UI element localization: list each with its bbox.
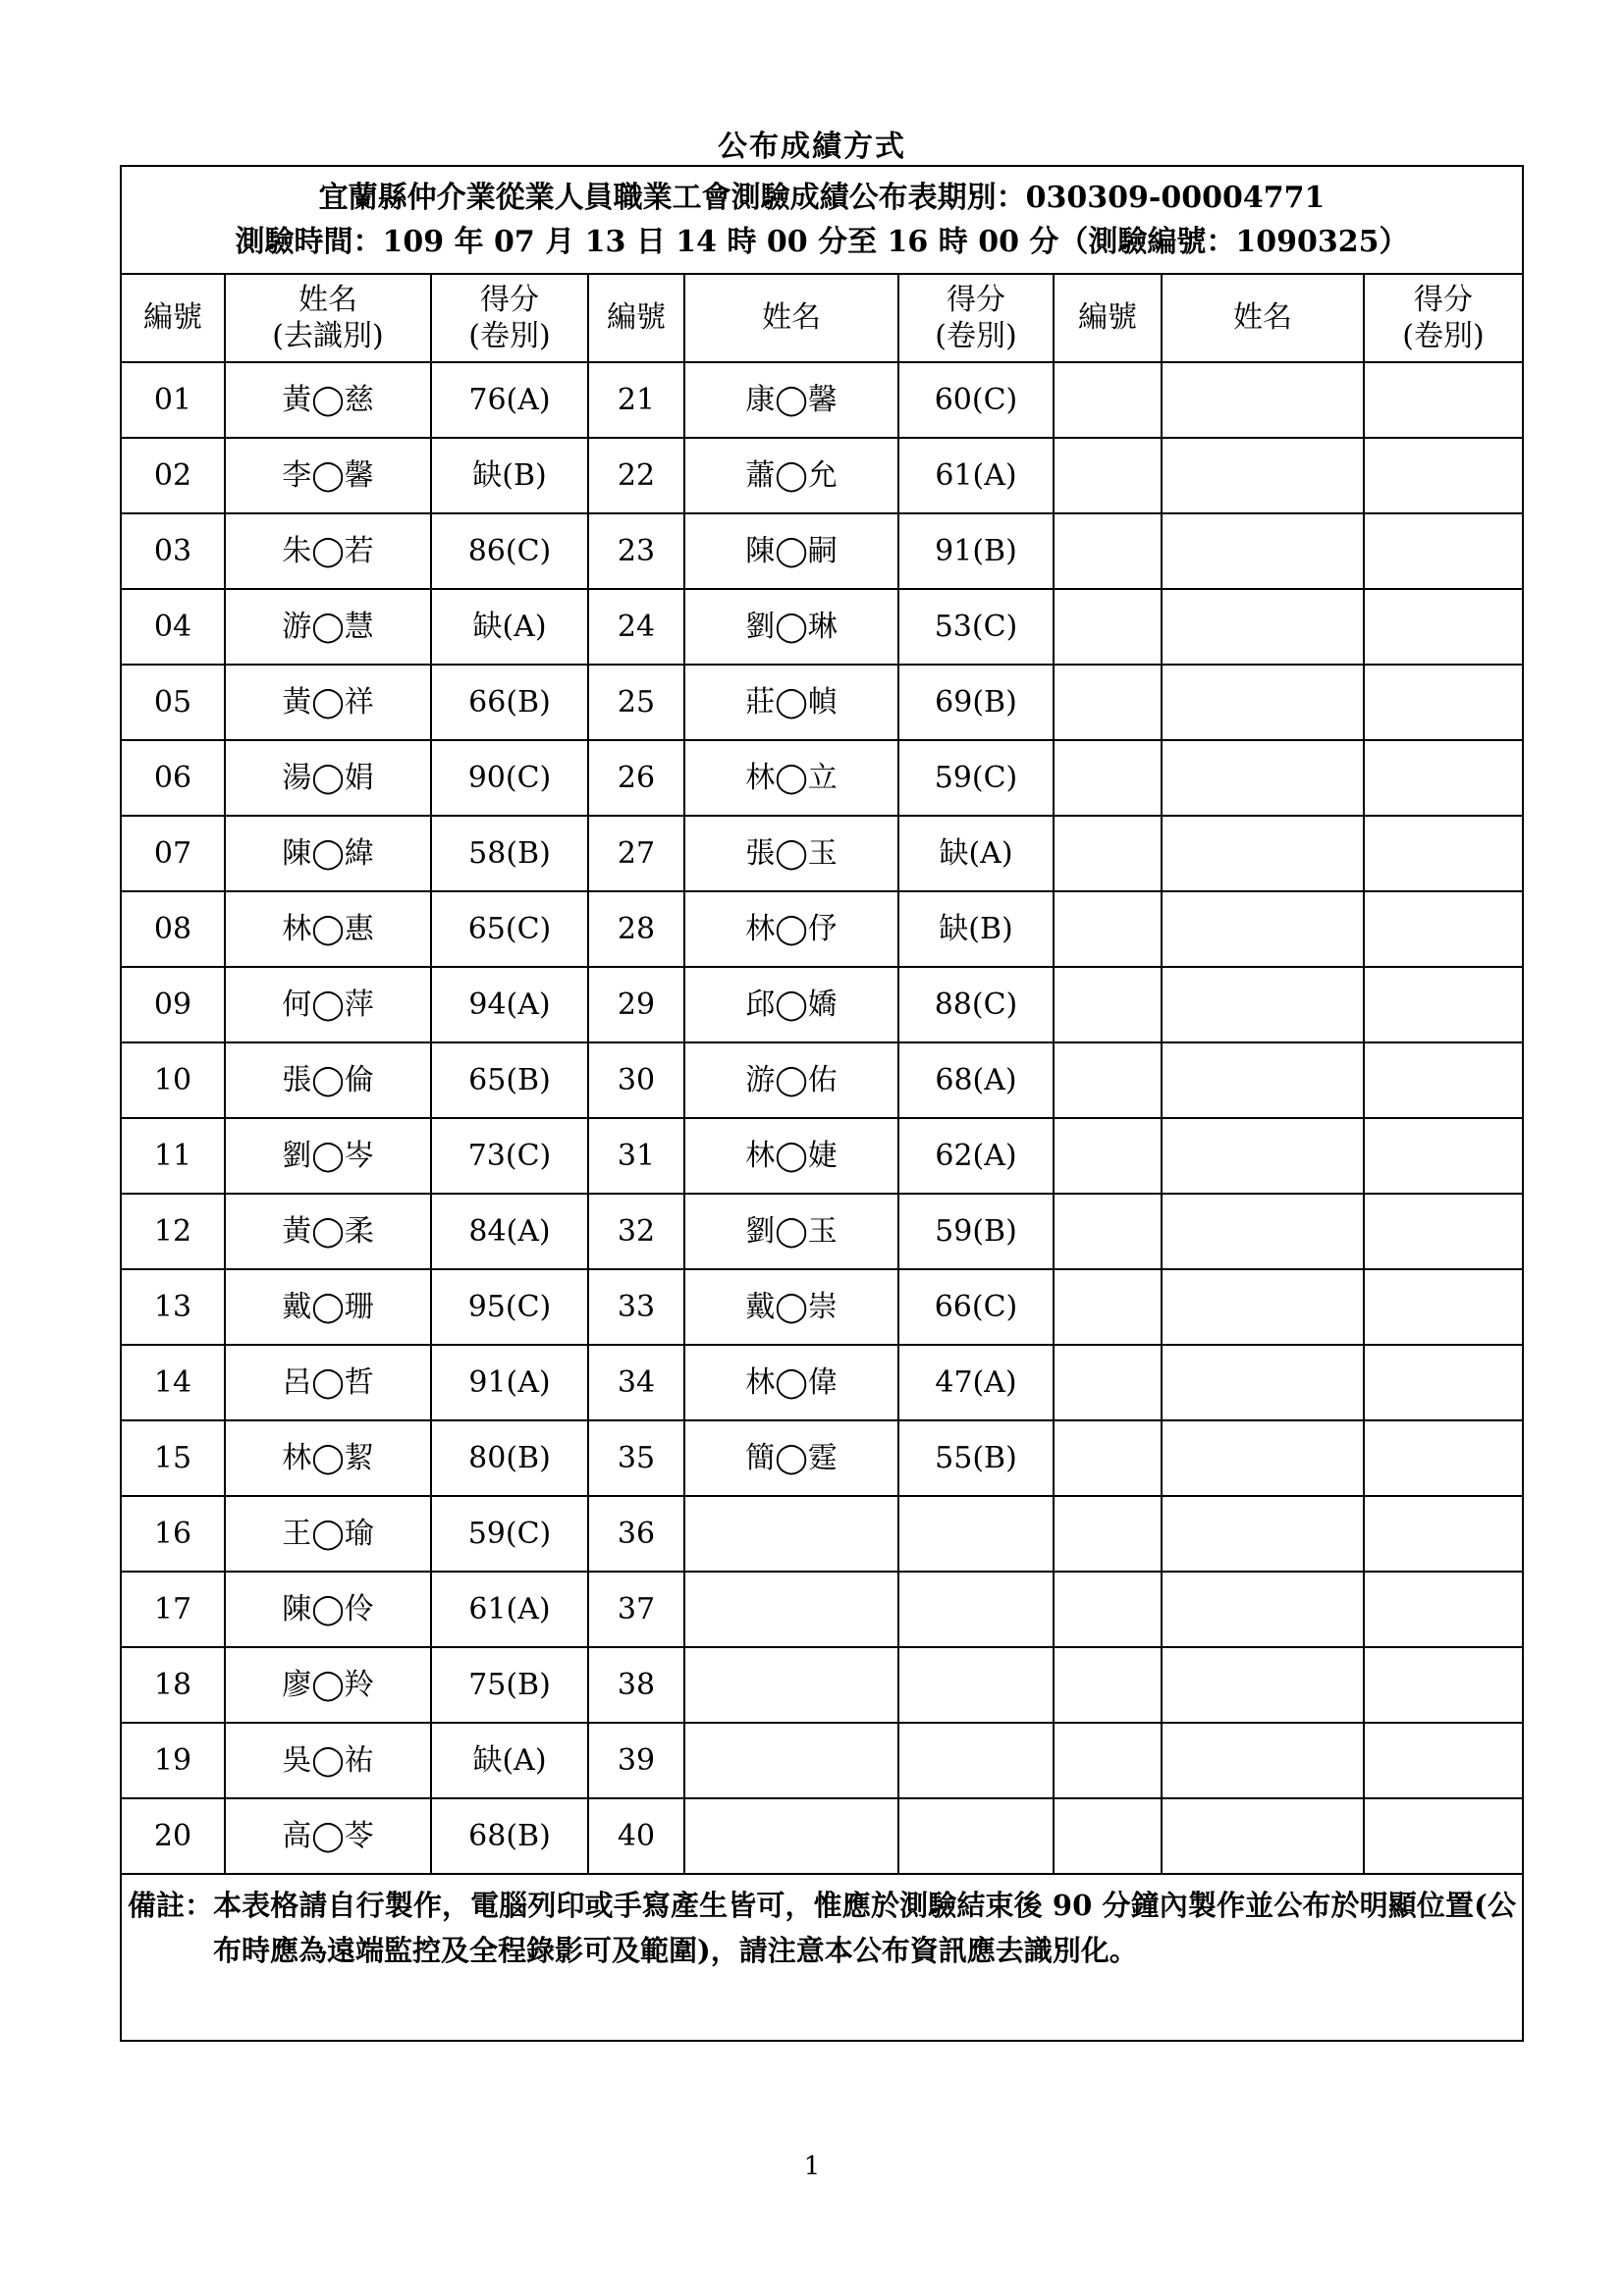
cell-name	[1162, 891, 1364, 967]
cell-number: 12	[121, 1194, 225, 1269]
cell-number	[1054, 740, 1162, 816]
table-row	[121, 513, 1523, 589]
header-score	[898, 274, 1054, 362]
cell-name: 廖◯羚	[225, 1647, 431, 1723]
cell-score: 80(B)	[431, 1420, 588, 1496]
cell-score	[1364, 1269, 1523, 1345]
cell-score	[1364, 1647, 1523, 1723]
table-row	[121, 891, 1523, 967]
cell-score: 61(A)	[898, 438, 1054, 513]
table-row	[121, 665, 1523, 740]
cell-number: 19	[121, 1723, 225, 1798]
cell-name: 李◯馨	[225, 438, 431, 513]
cell-name: 游◯慧	[225, 589, 431, 665]
cell-name	[1162, 438, 1364, 513]
cell-name	[1162, 589, 1364, 665]
table-row	[121, 1572, 1523, 1647]
cell-score	[1364, 1798, 1523, 1874]
cell-name: 張◯玉	[684, 816, 898, 891]
cell-score	[1364, 967, 1523, 1042]
cell-number: 15	[121, 1420, 225, 1496]
table-row	[121, 816, 1523, 891]
cell-score	[1364, 362, 1523, 438]
table-row	[121, 1647, 1523, 1723]
table-row	[121, 438, 1523, 513]
cell-name: 林◯偉	[684, 1345, 898, 1420]
cell-number	[1054, 513, 1162, 589]
cell-number	[1054, 891, 1162, 967]
cell-name: 黃◯柔	[225, 1194, 431, 1269]
cell-number: 21	[588, 362, 684, 438]
cell-name: 林◯絜	[225, 1420, 431, 1496]
cell-number: 09	[121, 967, 225, 1042]
cell-name: 呂◯哲	[225, 1345, 431, 1420]
cell-name: 吳◯祐	[225, 1723, 431, 1798]
cell-score: 61(A)	[431, 1572, 588, 1647]
cell-name: 陳◯緯	[225, 816, 431, 891]
cell-number	[1054, 438, 1162, 513]
cell-number: 26	[588, 740, 684, 816]
cell-number	[1054, 816, 1162, 891]
cell-number: 31	[588, 1118, 684, 1194]
cell-number: 04	[121, 589, 225, 665]
cell-score: 65(B)	[431, 1042, 588, 1118]
cell-score	[1364, 513, 1523, 589]
cell-name	[684, 1496, 898, 1572]
cell-number: 01	[121, 362, 225, 438]
cell-number	[1054, 1723, 1162, 1798]
cell-name	[1162, 513, 1364, 589]
cell-score: 75(B)	[431, 1647, 588, 1723]
cell-name	[1162, 1496, 1364, 1572]
cell-score: 62(A)	[898, 1118, 1054, 1194]
cell-score: 94(A)	[431, 967, 588, 1042]
cell-name	[1162, 1572, 1364, 1647]
cell-number: 11	[121, 1118, 225, 1194]
note-cell	[121, 1874, 1523, 2041]
cell-number	[1054, 589, 1162, 665]
cell-score: 缺(B)	[898, 891, 1054, 967]
cell-number	[1054, 1269, 1162, 1345]
cell-score	[1364, 1572, 1523, 1647]
cell-name: 戴◯崇	[684, 1269, 898, 1345]
cell-number: 34	[588, 1345, 684, 1420]
cell-score: 84(A)	[431, 1194, 588, 1269]
cell-number	[1054, 1496, 1162, 1572]
header-score-line2: (卷別)	[935, 319, 1017, 353]
cell-name: 何◯萍	[225, 967, 431, 1042]
table-row	[121, 1420, 1523, 1496]
cell-name: 朱◯若	[225, 513, 431, 589]
cell-score: 68(A)	[898, 1042, 1054, 1118]
cell-name	[1162, 816, 1364, 891]
cell-score: 59(C)	[431, 1496, 588, 1572]
table-row	[121, 1496, 1523, 1572]
cell-score: 90(C)	[431, 740, 588, 816]
cell-score	[1364, 740, 1523, 816]
cell-score	[1364, 665, 1523, 740]
cell-number: 38	[588, 1647, 684, 1723]
note-row	[121, 1874, 1523, 2041]
header-score	[1364, 274, 1523, 362]
cell-score	[898, 1647, 1054, 1723]
table-row	[121, 1798, 1523, 1874]
cell-score: 缺(B)	[431, 438, 588, 513]
header-no: 編號	[588, 274, 684, 362]
page-title: 公布成績方式	[718, 130, 906, 164]
cell-score: 缺(A)	[431, 589, 588, 665]
cell-name: 湯◯娟	[225, 740, 431, 816]
cell-number	[1054, 362, 1162, 438]
cell-number: 35	[588, 1420, 684, 1496]
cell-name	[1162, 1723, 1364, 1798]
cell-score: 91(A)	[431, 1345, 588, 1420]
cell-score	[1364, 816, 1523, 891]
cell-number	[1054, 1647, 1162, 1723]
cell-name: 劉◯琳	[684, 589, 898, 665]
cell-score: 68(B)	[431, 1798, 588, 1874]
cell-number: 08	[121, 891, 225, 967]
cell-score	[1364, 1194, 1523, 1269]
header-name: 姓名	[684, 274, 898, 362]
header-name-line1: 姓名	[298, 282, 357, 317]
cell-name	[1162, 362, 1364, 438]
cell-number: 36	[588, 1496, 684, 1572]
cell-number	[1054, 1798, 1162, 1874]
cell-name	[1162, 1194, 1364, 1269]
header-score	[431, 274, 588, 362]
cell-number: 14	[121, 1345, 225, 1420]
table-row	[121, 589, 1523, 665]
cell-number: 10	[121, 1042, 225, 1118]
cell-score: 88(C)	[898, 967, 1054, 1042]
cell-name: 林◯伃	[684, 891, 898, 967]
header-score-line2: (卷別)	[1402, 319, 1485, 353]
cell-score: 86(C)	[431, 513, 588, 589]
cell-name: 王◯瑜	[225, 1496, 431, 1572]
score-table	[120, 165, 1524, 2042]
cell-number: 24	[588, 589, 684, 665]
cell-score: 66(C)	[898, 1269, 1054, 1345]
cell-number	[1054, 1345, 1162, 1420]
header-score-line2: (卷別)	[468, 319, 551, 353]
cell-number: 07	[121, 816, 225, 891]
cell-number: 02	[121, 438, 225, 513]
cell-name: 康◯馨	[684, 362, 898, 438]
cell-number: 39	[588, 1723, 684, 1798]
cell-name	[1162, 1798, 1364, 1874]
table-row	[121, 362, 1523, 438]
cell-score	[898, 1496, 1054, 1572]
cell-number: 28	[588, 891, 684, 967]
cell-score: 53(C)	[898, 589, 1054, 665]
cell-score	[1364, 1042, 1523, 1118]
cell-number: 23	[588, 513, 684, 589]
cell-name	[1162, 1269, 1364, 1345]
cell-number: 16	[121, 1496, 225, 1572]
cell-name: 林◯惠	[225, 891, 431, 967]
header-name: 姓名	[1162, 274, 1364, 362]
page-number: 1	[803, 2152, 821, 2181]
cell-name: 林◯立	[684, 740, 898, 816]
cell-name	[1162, 967, 1364, 1042]
table-title-line1: 宜蘭縣仲介業從業人員職業工會測驗成績公布表期別：030309-00004771	[318, 181, 1326, 215]
table-row	[121, 967, 1523, 1042]
table-title	[121, 166, 1523, 274]
cell-number: 03	[121, 513, 225, 589]
cell-number: 32	[588, 1194, 684, 1269]
cell-name: 張◯倫	[225, 1042, 431, 1118]
cell-name	[1162, 665, 1364, 740]
header-no: 編號	[1054, 274, 1162, 362]
cell-name: 黃◯祥	[225, 665, 431, 740]
table-row	[121, 1269, 1523, 1345]
cell-number: 20	[121, 1798, 225, 1874]
cell-name	[684, 1798, 898, 1874]
cell-name: 蕭◯允	[684, 438, 898, 513]
cell-name: 陳◯伶	[225, 1572, 431, 1647]
cell-number: 17	[121, 1572, 225, 1647]
cell-number	[1054, 1042, 1162, 1118]
cell-name	[1162, 1118, 1364, 1194]
cell-number	[1054, 665, 1162, 740]
table-row	[121, 1723, 1523, 1798]
cell-name	[684, 1647, 898, 1723]
table-row	[121, 1194, 1523, 1269]
header-score-line1: 得分	[1414, 282, 1473, 317]
header-no: 編號	[121, 274, 225, 362]
table-row	[121, 1345, 1523, 1420]
cell-number: 37	[588, 1572, 684, 1647]
cell-number: 33	[588, 1269, 684, 1345]
cell-name	[1162, 1420, 1364, 1496]
cell-score: 66(B)	[431, 665, 588, 740]
cell-score	[1364, 438, 1523, 513]
cell-number: 05	[121, 665, 225, 740]
cell-number	[1054, 1118, 1162, 1194]
table-row	[121, 1118, 1523, 1194]
cell-score: 59(B)	[898, 1194, 1054, 1269]
column-header-row	[121, 274, 1523, 362]
cell-score	[1364, 1345, 1523, 1420]
cell-name: 陳◯嗣	[684, 513, 898, 589]
cell-name: 簡◯霆	[684, 1420, 898, 1496]
cell-name: 邱◯嬌	[684, 967, 898, 1042]
cell-number	[1054, 1194, 1162, 1269]
cell-score	[898, 1723, 1054, 1798]
cell-number: 06	[121, 740, 225, 816]
header-score-line1: 得分	[480, 282, 539, 317]
cell-name	[1162, 740, 1364, 816]
cell-score: 59(C)	[898, 740, 1054, 816]
cell-number: 29	[588, 967, 684, 1042]
cell-score: 76(A)	[431, 362, 588, 438]
cell-name: 劉◯玉	[684, 1194, 898, 1269]
cell-score: 65(C)	[431, 891, 588, 967]
cell-score: 55(B)	[898, 1420, 1054, 1496]
cell-name: 莊◯幀	[684, 665, 898, 740]
cell-score: 缺(A)	[431, 1723, 588, 1798]
note-label: 備註：	[128, 1889, 214, 1922]
cell-score	[1364, 589, 1523, 665]
cell-name	[1162, 1042, 1364, 1118]
table-row	[121, 1042, 1523, 1118]
cell-score: 91(B)	[898, 513, 1054, 589]
cell-number: 40	[588, 1798, 684, 1874]
cell-number: 13	[121, 1269, 225, 1345]
cell-number: 18	[121, 1647, 225, 1723]
cell-score	[1364, 1118, 1523, 1194]
cell-name: 黃◯慈	[225, 362, 431, 438]
cell-number: 22	[588, 438, 684, 513]
cell-number: 30	[588, 1042, 684, 1118]
cell-name: 林◯婕	[684, 1118, 898, 1194]
cell-number: 27	[588, 816, 684, 891]
cell-score: 缺(A)	[898, 816, 1054, 891]
cell-score	[898, 1572, 1054, 1647]
cell-number	[1054, 967, 1162, 1042]
cell-score	[1364, 1723, 1523, 1798]
cell-score	[898, 1798, 1054, 1874]
cell-number: 25	[588, 665, 684, 740]
header-name	[225, 274, 431, 362]
cell-score	[1364, 1496, 1523, 1572]
cell-score: 95(C)	[431, 1269, 588, 1345]
cell-score: 73(C)	[431, 1118, 588, 1194]
cell-name	[1162, 1647, 1364, 1723]
table-row	[121, 740, 1523, 816]
cell-score	[1364, 891, 1523, 967]
cell-score: 69(B)	[898, 665, 1054, 740]
cell-name	[684, 1723, 898, 1798]
header-score-line1: 得分	[947, 282, 1005, 317]
cell-score: 47(A)	[898, 1345, 1054, 1420]
cell-name: 高◯苓	[225, 1798, 431, 1874]
cell-score: 60(C)	[898, 362, 1054, 438]
cell-score	[1364, 1420, 1523, 1496]
cell-number	[1054, 1572, 1162, 1647]
note-text: 本表格請自行製作，電腦列印或手寫產生皆可，惟應於測驗結束後 90 分鐘內製作並公布於明顯位置(公布時應為遠端監控及全程錄影可及範圍)，請注意本公布資訊應去識別化。	[213, 1889, 1517, 1968]
cell-number	[1054, 1420, 1162, 1496]
cell-name	[684, 1572, 898, 1647]
cell-score: 58(B)	[431, 816, 588, 891]
header-name-line2: (去識別)	[272, 319, 384, 353]
cell-name: 戴◯珊	[225, 1269, 431, 1345]
table-title-line2: 測驗時間：109 年 07 月 13 日 14 時 00 分至 16 時 00 分（測驗編號：1090325）	[235, 225, 1409, 259]
cell-name: 游◯佑	[684, 1042, 898, 1118]
cell-name	[1162, 1345, 1364, 1420]
cell-name: 劉◯岑	[225, 1118, 431, 1194]
